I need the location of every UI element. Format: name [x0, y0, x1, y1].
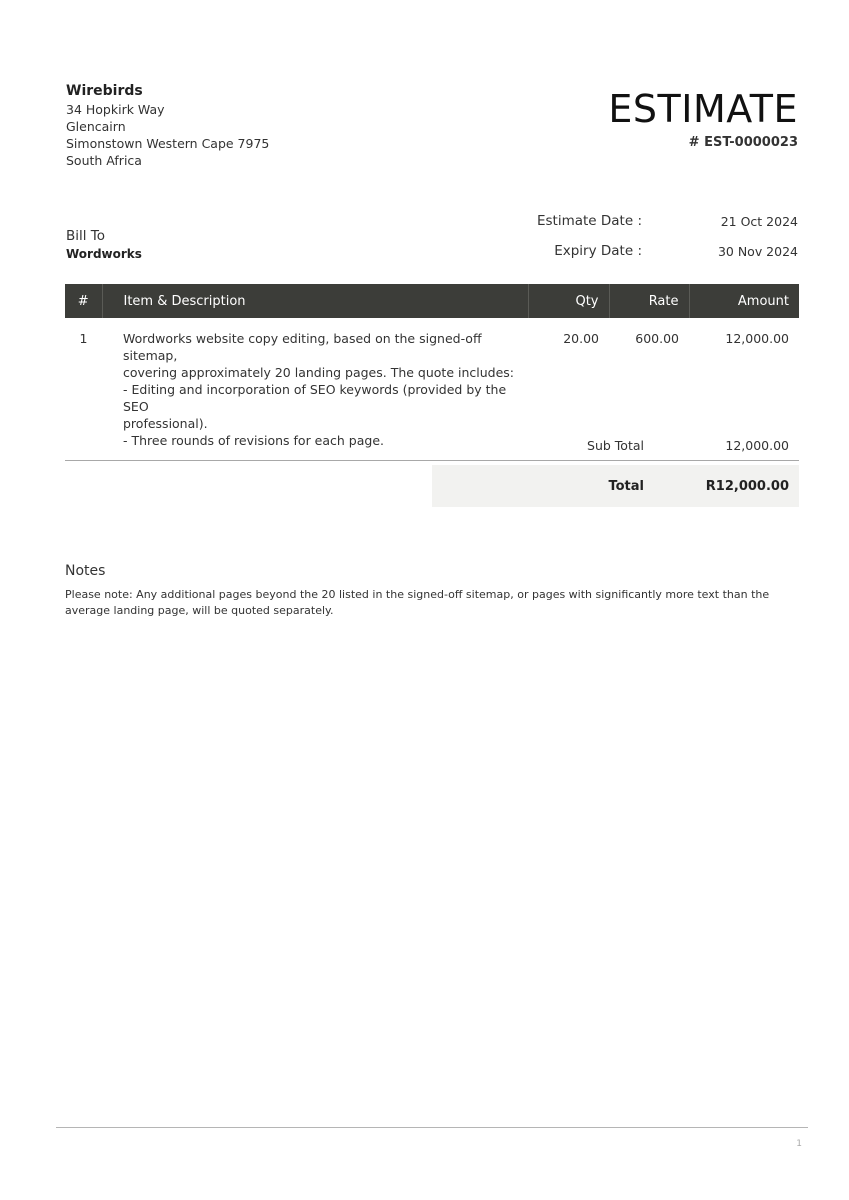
total-value: R12,000.00 — [705, 478, 789, 494]
description-line: - Three rounds of revisions for each page. — [123, 433, 384, 448]
total-label: Total — [608, 478, 644, 494]
header-description: Item & Description — [102, 284, 528, 318]
notes-text: Please note: Any additional pages beyond the 20 listed in the signed-off sitemap, or pages with significantly more text than the average landing page, will be quoted separately. — [65, 588, 770, 617]
page-number: 1 — [796, 1139, 802, 1149]
footer-divider — [56, 1127, 808, 1128]
notes-title: Notes — [65, 563, 106, 579]
description-line: - Editing and incorporation of SEO keywords (provided by the SEO — [123, 382, 507, 414]
notes-section — [65, 560, 800, 619]
expiry-date-value: 30 Nov 2024 — [717, 243, 798, 259]
row-rate: 600.00 — [609, 318, 689, 461]
company-block — [66, 82, 269, 169]
company-address-line: Simonstown Western Cape 7975 — [66, 136, 270, 151]
total-row — [432, 465, 799, 507]
estimate-number: # EST-0000023 — [688, 135, 798, 150]
document-title: ESTIMATE — [608, 87, 798, 131]
bill-to-block — [66, 226, 142, 262]
header-amount: Amount — [689, 284, 799, 318]
description-line: professional). — [123, 416, 208, 431]
bill-to-name: Wordworks — [66, 247, 142, 261]
table-header-row — [65, 284, 799, 318]
description-line: covering approximately 20 landing pages. The quote includes: — [123, 365, 515, 380]
estimate-date-label: Estimate Date : — [536, 213, 642, 229]
estimate-date-value: 21 Oct 2024 — [720, 213, 798, 229]
expiry-date-label: Expiry Date : — [554, 243, 642, 259]
company-address-line: 34 Hopkirk Way — [66, 102, 165, 117]
description-line: Wordworks website copy editing, based on the signed-off sitemap, — [123, 331, 482, 363]
expiry-date-row — [470, 236, 798, 266]
header-number: # — [65, 284, 102, 318]
company-address-line: Glencairn — [66, 119, 126, 134]
subtotal-value: 12,000.00 — [725, 438, 789, 453]
header-rate: Rate — [609, 284, 689, 318]
company-address-line: South Africa — [66, 153, 142, 168]
subtotal-row — [432, 426, 799, 465]
row-amount: 12,000.00 — [689, 318, 799, 461]
row-number: 1 — [65, 318, 102, 461]
estimate-date-row — [470, 206, 798, 236]
dates-block — [470, 206, 798, 266]
row-qty: 20.00 — [528, 318, 609, 461]
company-name: Wirebirds — [66, 83, 143, 99]
header-qty: Qty — [528, 284, 609, 318]
bill-to-label: Bill To — [66, 228, 106, 244]
subtotal-label: Sub Total — [587, 438, 644, 453]
